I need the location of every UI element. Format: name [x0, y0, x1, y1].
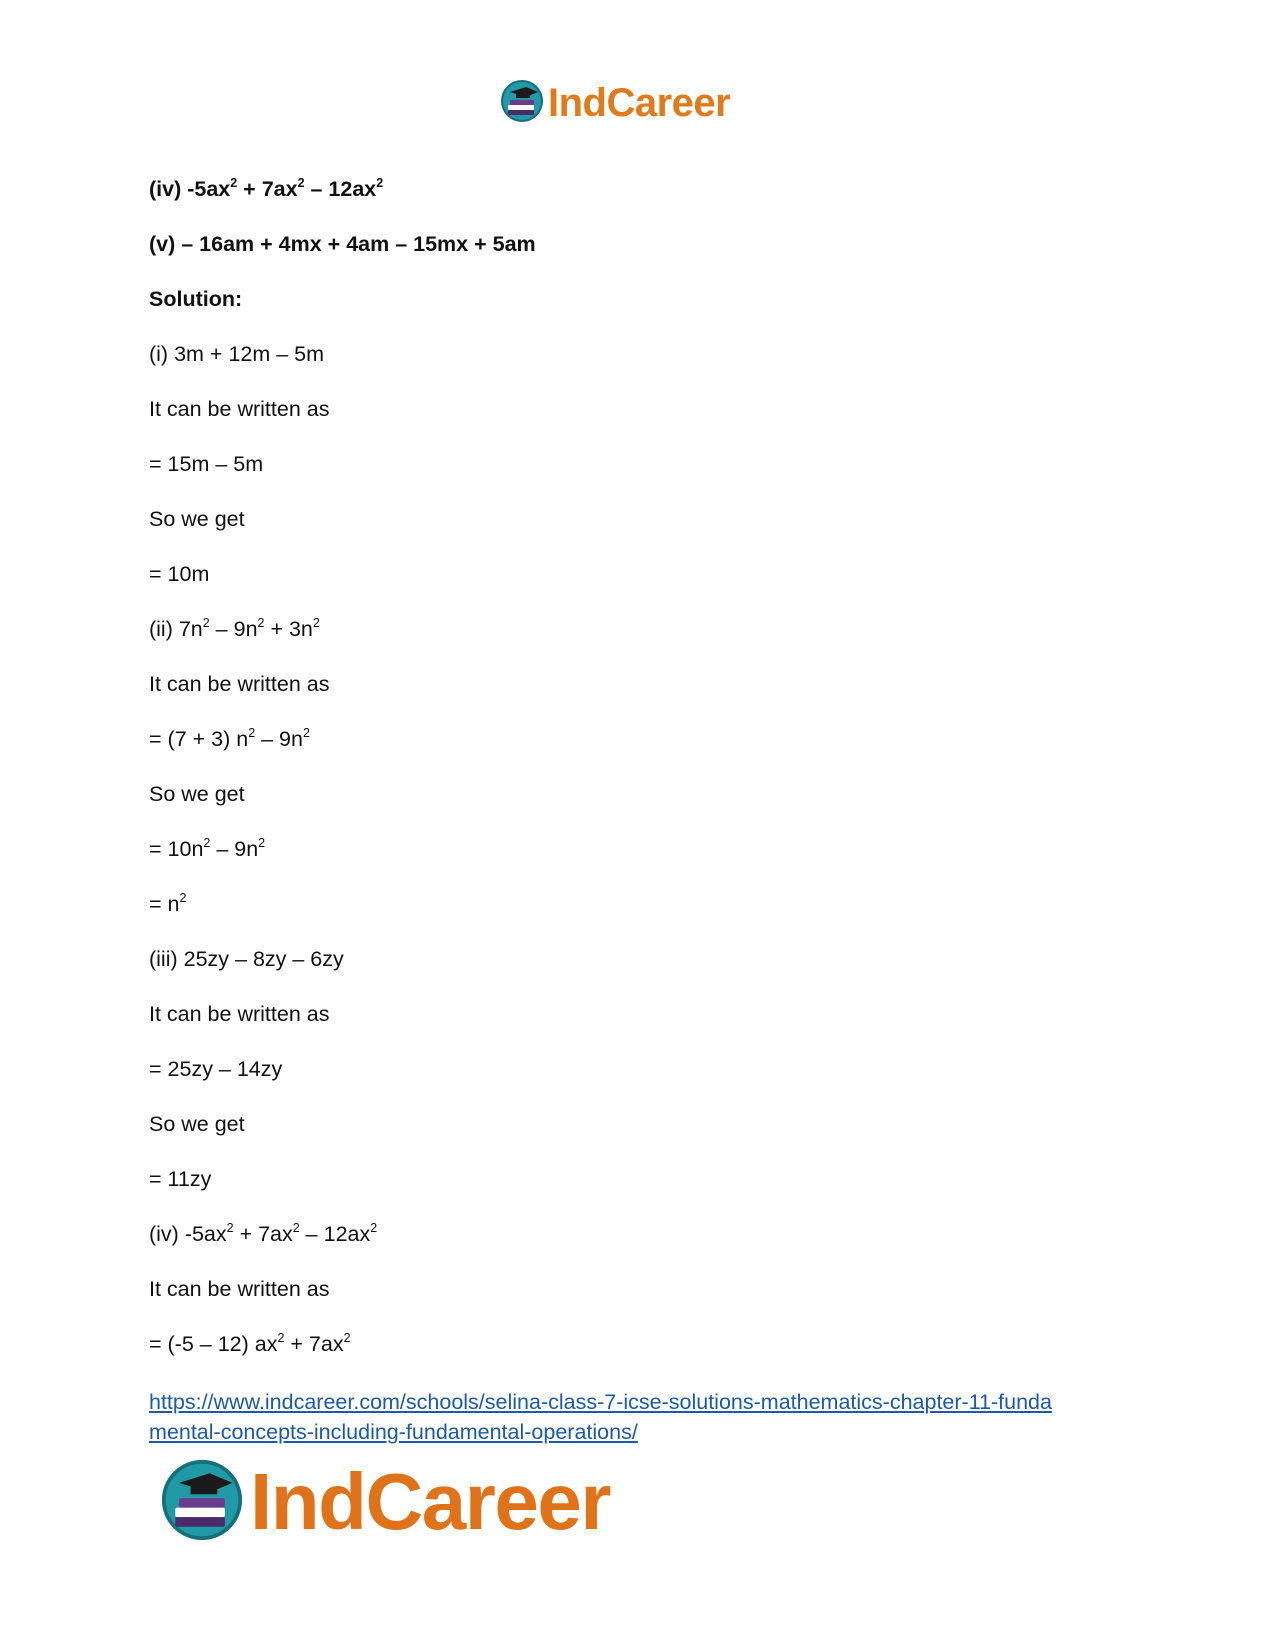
header-logo	[500, 78, 730, 128]
footer-logo	[160, 1457, 610, 1547]
superscript: 2	[203, 835, 211, 850]
superscript: 2	[179, 890, 187, 905]
superscript: 2	[230, 175, 238, 190]
text-segment: + 7ax	[237, 177, 298, 201]
text-segment: It can be written as	[149, 1002, 330, 1026]
text-segment: (iv) -5ax	[149, 177, 231, 201]
text-line	[149, 392, 1129, 447]
text-segment: = (7 + 3) n	[149, 727, 249, 751]
text-segment: It can be written as	[149, 672, 330, 696]
superscript: 2	[302, 725, 310, 740]
logo-wordmark: IndCareer	[250, 1457, 610, 1546]
superscript: 2	[257, 615, 265, 630]
text-line	[149, 282, 1129, 337]
text-segment: So we get	[149, 507, 245, 531]
text-line	[149, 1217, 1129, 1272]
superscript: 2	[370, 1220, 378, 1235]
text-line	[149, 502, 1129, 557]
text-line	[149, 667, 1129, 722]
text-segment: = n	[149, 892, 180, 916]
text-segment: So we get	[149, 782, 245, 806]
text-segment: (ii) 7n	[149, 617, 203, 641]
superscript: 2	[312, 615, 320, 630]
text-line	[149, 447, 1129, 502]
text-line	[149, 172, 1129, 227]
source-link-line-1[interactable]: https://www.indcareer.com/schools/selina-class-7-icse-solutions-mathematics-chapter-11-funda	[149, 1390, 1052, 1414]
text-segment: Solution:	[149, 287, 243, 311]
text-segment: – 12ax	[304, 177, 377, 201]
text-line	[149, 612, 1129, 667]
logo-wordmark: IndCareer	[548, 80, 731, 125]
text-segment: = 15m – 5m	[149, 452, 264, 476]
text-line	[149, 1162, 1129, 1217]
text-line	[149, 1272, 1129, 1327]
text-segment: – 12ax	[299, 1222, 371, 1246]
superscript: 2	[202, 615, 210, 630]
text-segment: = (-5 – 12) ax	[149, 1332, 278, 1356]
text-segment: – 9n	[209, 617, 258, 641]
text-segment: + 3n	[264, 617, 313, 641]
text-segment: – 9n	[255, 727, 303, 751]
source-link-line-2[interactable]: mental-concepts-including-fundamental-operations/	[149, 1420, 638, 1444]
text-line	[149, 337, 1129, 392]
text-segment: (i) 3m + 12m – 5m	[149, 342, 325, 366]
superscript: 2	[248, 725, 256, 740]
text-segment: (iv) -5ax	[149, 1222, 227, 1246]
book-stack-graduation-cap-icon	[500, 79, 544, 128]
document-body	[149, 172, 1129, 1382]
superscript: 2	[343, 1330, 351, 1345]
superscript: 2	[226, 1220, 234, 1235]
text-segment: = 11zy	[149, 1167, 212, 1191]
text-segment: It can be written as	[149, 397, 330, 421]
text-segment: = 25zy – 14zy	[149, 1057, 283, 1081]
text-line	[149, 557, 1129, 612]
text-line	[149, 227, 1129, 282]
text-line	[149, 832, 1129, 887]
text-line	[149, 777, 1129, 832]
text-segment: (iii) 25zy – 8zy – 6zy	[149, 947, 344, 971]
text-line	[149, 1052, 1129, 1107]
superscript: 2	[376, 175, 384, 190]
text-segment: (v) – 16am + 4mx + 4am – 15mx + 5am	[149, 232, 536, 256]
text-segment: = 10n	[149, 837, 204, 861]
book-stack-graduation-cap-icon	[160, 1458, 244, 1547]
text-line	[149, 997, 1129, 1052]
superscript: 2	[292, 1220, 300, 1235]
superscript: 2	[258, 835, 266, 850]
text-line	[149, 1107, 1129, 1162]
text-segment: It can be written as	[149, 1277, 330, 1301]
superscript: 2	[297, 175, 305, 190]
source-link[interactable]	[149, 1387, 1129, 1447]
text-segment: = 10m	[149, 562, 210, 586]
text-line	[149, 722, 1129, 777]
text-segment: + 7ax	[284, 1332, 344, 1356]
text-line	[149, 942, 1129, 997]
superscript: 2	[277, 1330, 285, 1345]
text-segment: So we get	[149, 1112, 245, 1136]
text-segment: – 9n	[210, 837, 259, 861]
text-line	[149, 887, 1129, 942]
text-line	[149, 1327, 1129, 1382]
text-segment: + 7ax	[233, 1222, 293, 1246]
